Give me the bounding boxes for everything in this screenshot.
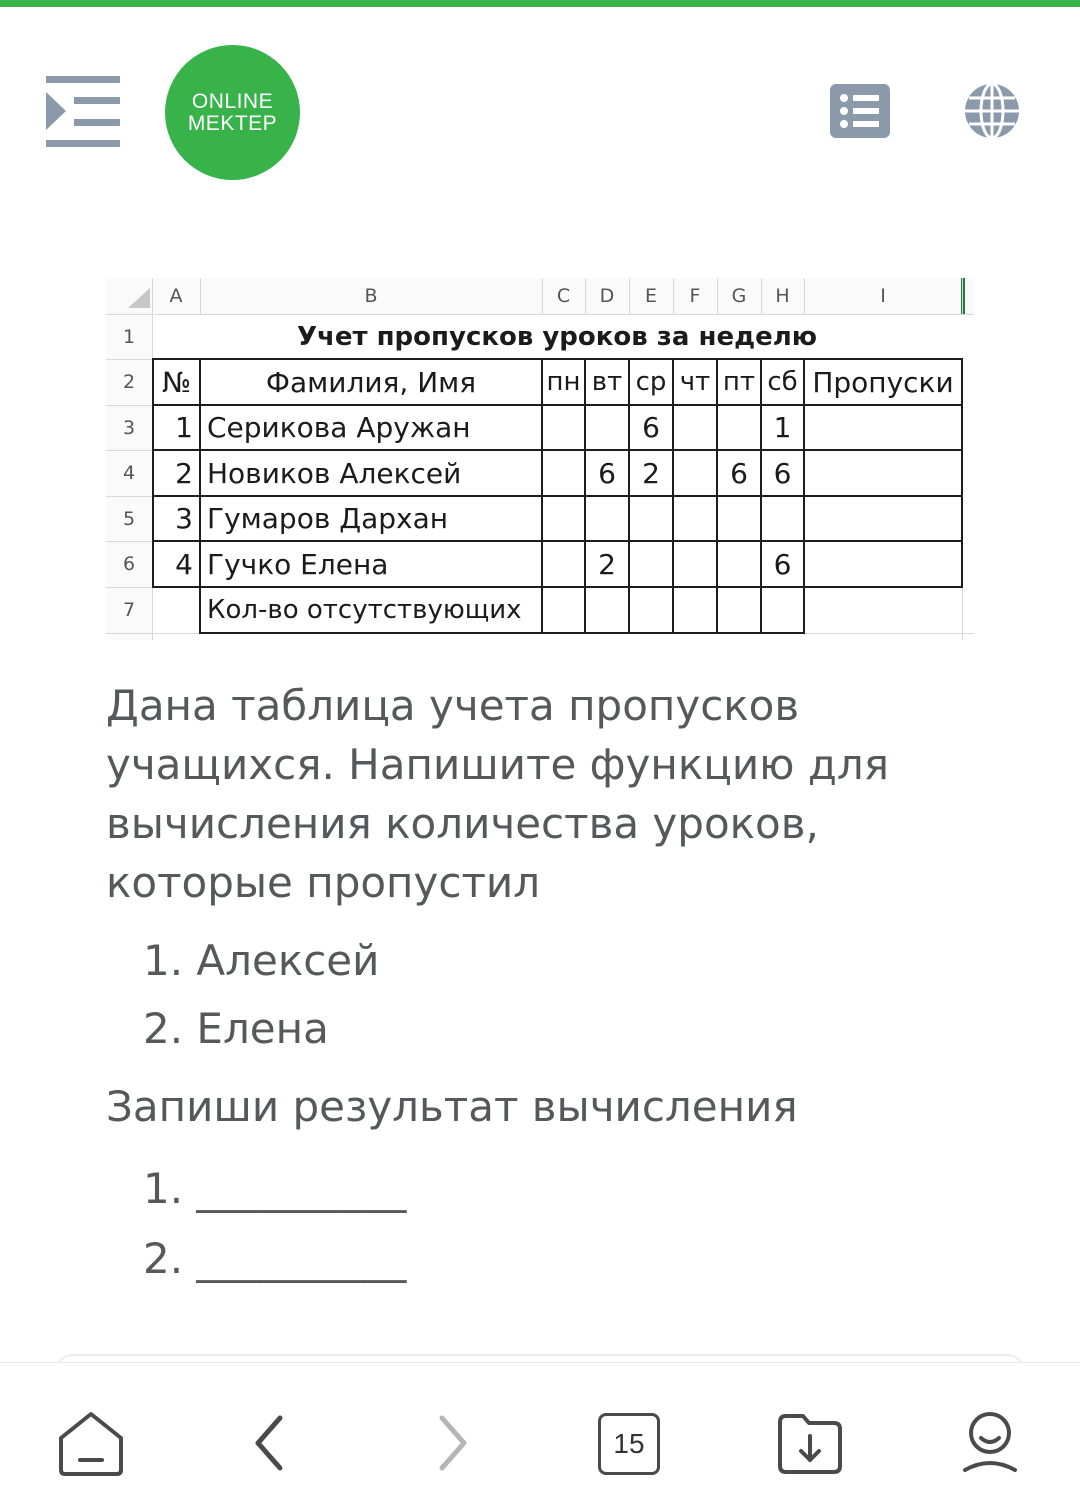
footer-label-cell: Кол-во отсутствующих	[207, 595, 522, 625]
select-all-corner-icon	[128, 288, 150, 308]
answer-line: 2. __________	[143, 1234, 407, 1283]
value-cell: 6	[730, 456, 748, 490]
row-num-cell: 3	[175, 502, 193, 535]
name-cell: Гумаров Дархан	[207, 502, 449, 535]
answer-line: 1. __________	[143, 1164, 407, 1213]
value-cell: 6	[598, 456, 616, 490]
online-mektep-logo[interactable]	[165, 45, 300, 180]
row-number: 7	[122, 599, 136, 621]
column-header: H	[775, 285, 790, 307]
row-number: 3	[122, 416, 136, 439]
list-item: 2. Елена	[143, 1004, 329, 1053]
header-cell: вт	[591, 367, 623, 397]
value-cell: 2	[642, 456, 660, 490]
name-cell: Новиков Алексей	[207, 456, 462, 490]
home-icon[interactable]	[56, 1408, 126, 1478]
download-folder-icon[interactable]	[775, 1408, 845, 1478]
row-number: 4	[122, 462, 136, 484]
column-header: F	[689, 285, 701, 307]
header-cell: Фамилия, Имя	[265, 365, 477, 399]
chevron-right-icon[interactable]	[416, 1408, 486, 1478]
header-cell: пн	[546, 367, 581, 397]
header-cell: пт	[722, 367, 756, 397]
column-header: G	[731, 285, 747, 307]
value-cell: 2	[598, 547, 616, 581]
name-cell: Гучко Елена	[207, 547, 389, 581]
column-header: I	[880, 285, 886, 307]
logo-line2: MEKTEP	[187, 111, 278, 135]
indent-menu-icon[interactable]	[44, 74, 124, 150]
row-num-cell: 2	[175, 456, 193, 490]
list-icon[interactable]	[830, 84, 890, 138]
spreadsheet-image	[106, 278, 974, 640]
sheet-title: Учет пропусков уроков за неделю	[296, 321, 818, 352]
row-number: 2	[122, 371, 136, 393]
value-cell: 6	[773, 456, 792, 490]
row-number: 6	[122, 553, 136, 575]
list-item: 1. Алексей	[143, 936, 380, 985]
chevron-left-icon[interactable]	[236, 1408, 306, 1478]
column-header: D	[599, 285, 615, 307]
row-number: 5	[122, 507, 136, 530]
header-cell: Пропуски	[812, 365, 954, 399]
column-header: B	[364, 285, 378, 307]
header-cell: чт	[679, 367, 711, 397]
header-cell: ср	[635, 367, 667, 397]
column-header: A	[169, 285, 183, 307]
value-cell: 1	[773, 411, 792, 444]
tabs-count-button[interactable]: 15	[598, 1413, 660, 1475]
top-accent-bar	[0, 0, 1080, 7]
row-num-cell: 1	[175, 411, 193, 444]
bottom-nav-bar	[0, 1362, 1080, 1503]
header-cell: №	[161, 365, 192, 399]
column-header: C	[556, 285, 571, 307]
value-cell: 6	[773, 547, 792, 581]
globe-icon[interactable]	[963, 82, 1021, 140]
column-header: E	[644, 285, 657, 307]
logo-line1: ONLINE	[191, 89, 274, 113]
value-cell: 6	[642, 411, 660, 444]
row-number: 1	[122, 325, 136, 348]
name-cell: Серикова Аружан	[207, 411, 471, 444]
subtitle: Запиши результат вычисления	[106, 1082, 798, 1131]
header-cell: сб	[767, 367, 798, 397]
row-num-cell: 4	[175, 547, 193, 581]
question-text: Дана таблица учета пропусков учащихся. Напишите функцию для вычисления количества уроков, которые пропустил	[106, 681, 889, 907]
profile-icon[interactable]	[955, 1408, 1025, 1478]
